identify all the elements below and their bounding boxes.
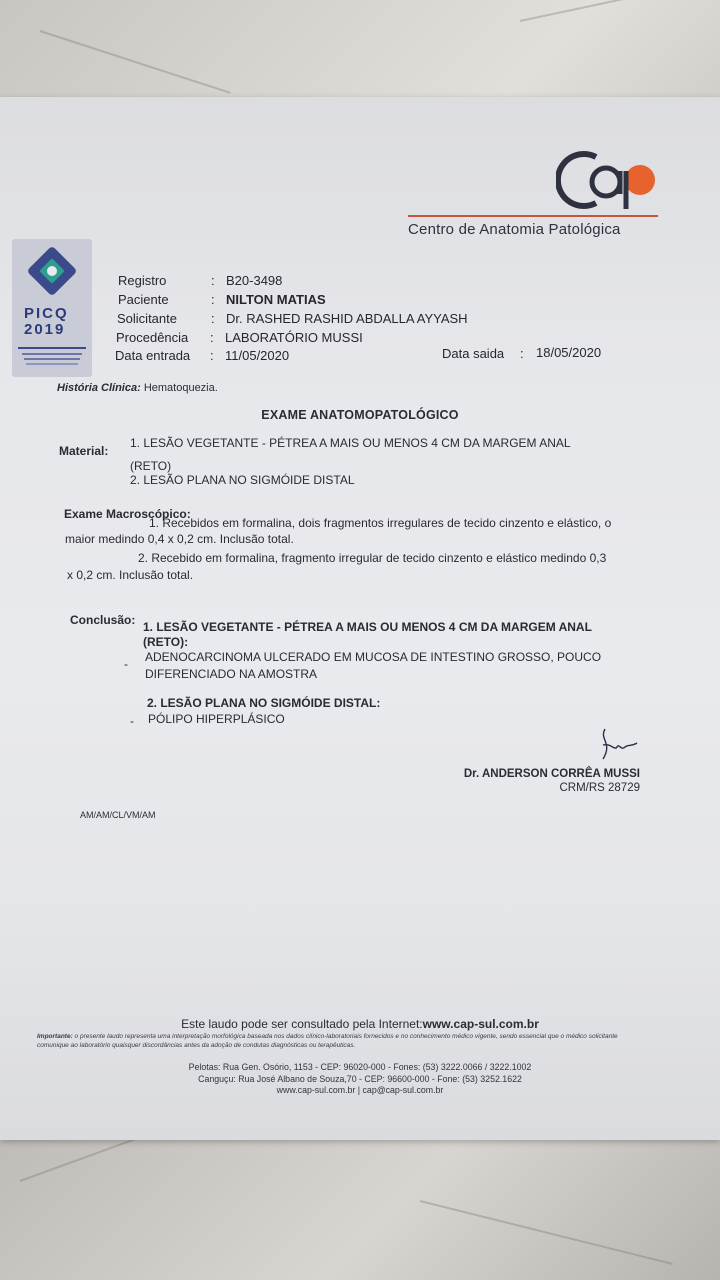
marble-vein xyxy=(520,0,696,22)
dash: - xyxy=(130,714,134,728)
material-label: Material: xyxy=(59,444,109,458)
signature-name: Dr. ANDERSON CORRÊA MUSSI xyxy=(463,768,640,780)
conclusao-heading-1: 1. LESÃO VEGETANTE - PÉTREA A MAIS OU MENOS 4 CM DA MARGEM ANAL xyxy=(143,620,592,634)
saida-value: 18/05/2020 xyxy=(536,345,602,360)
material-item1-cont: (RETO) xyxy=(130,459,172,473)
registro-label: Registro xyxy=(118,273,167,288)
footer-note-label: Importante: xyxy=(37,1033,73,1040)
footer-address-cangucu: Canguçu: Rua José Albano de Souza,70 - CEP: 96600-000 - Fone: (53) 3252.1622 xyxy=(198,1073,522,1084)
logo-rule xyxy=(408,215,658,217)
conclusao-diagnosis-1-cont: DIFERENCIADO NA AMOSTRA xyxy=(145,667,318,681)
saida-label: Data saida xyxy=(442,346,505,361)
entrada-label: Data entrada xyxy=(115,348,191,363)
footer-note xyxy=(37,1032,647,1050)
colon: : xyxy=(210,348,214,363)
paciente-label: Paciente xyxy=(118,292,169,307)
report-paper xyxy=(0,97,720,1140)
footer-consult xyxy=(0,1017,720,1031)
seal-title: PICQ xyxy=(24,305,69,322)
solicitante-value: Dr. RASHED RASHID ABDALLA AYYASH xyxy=(226,311,468,326)
conclusao-label: Conclusão: xyxy=(70,613,136,627)
exam-title: EXAME ANATOMOPATOLÓGICO xyxy=(261,408,459,422)
macro-p1: 1. Recebidos em formalina, dois fragmentos irregulares de tecido cinzento e elástico, o xyxy=(149,516,612,530)
typist-initials: AM/AM/CL/VM/AM xyxy=(80,810,156,820)
solicitante-label: Solicitante xyxy=(117,311,177,326)
macro-p2-cont: x 0,2 cm. Inclusão total. xyxy=(67,568,194,582)
footer-consult-text: Este laudo pode ser consultado pela Internet: xyxy=(181,1017,423,1031)
procedencia-value: LABORATÓRIO MUSSI xyxy=(225,330,363,345)
conclusao-heading-2: 2. LESÃO PLANA NO SIGMÓIDE DISTAL: xyxy=(147,696,381,710)
footer-url[interactable]: www.cap-sul.com.br xyxy=(422,1017,539,1031)
conclusao-heading-1-cont: (RETO): xyxy=(143,635,189,649)
lab-name: Centro de Anatomia Patológica xyxy=(408,221,621,238)
macro-p1-cont: maior medindo 0,4 x 0,2 cm. Inclusão total. xyxy=(65,532,294,546)
colon: : xyxy=(210,330,214,345)
footer-address xyxy=(0,1062,720,1097)
colon: : xyxy=(211,311,215,326)
signature-icon xyxy=(595,725,640,763)
historia-value: Hematoquezia. xyxy=(143,382,218,394)
macro-p2: 2. Recebido em formalina, fragmento irregular de tecido cinzento e elástico medindo 0,3 xyxy=(138,551,607,565)
seal-year: 2019 xyxy=(24,321,66,338)
colon: : xyxy=(211,292,215,307)
historia-label: História Clínica: xyxy=(57,382,141,394)
footer-address-pelotas: Pelotas: Rua Gen. Osório, 1153 - CEP: 96020-000 - Fones: (53) 3222.0066 / 3222.1002 xyxy=(188,1062,532,1072)
paciente-value: NILTON MATIAS xyxy=(226,292,326,307)
colon: : xyxy=(520,346,524,361)
signature-crm: CRM/RS 28729 xyxy=(559,782,640,794)
conclusao-diagnosis-1: ADENOCARCINOMA ULCERADO EM MUCOSA DE INTESTINO GROSSO, POUCO xyxy=(145,650,602,664)
entrada-value: 11/05/2020 xyxy=(225,348,290,363)
footer-note-text: o presente laudo representa uma interpretação morfológica baseada nos dados clínico-laboratoriais fornecidos e no conhecimento médico vigente, sendo essencial que o médico solicitante comunique ao laboratório quaisquer discordâncias antes da adoção de condutas diagnósticas ou terapêuticas. xyxy=(37,1033,618,1049)
conclusao-diagnosis-2: PÓLIPO HIPERPLÁSICO xyxy=(148,712,285,726)
material-item2: 2. LESÃO PLANA NO SIGMÓIDE DISTAL xyxy=(130,473,355,487)
registro-value: B20-3498 xyxy=(226,273,283,288)
cap-logo-icon xyxy=(556,149,660,211)
footer-contact[interactable]: www.cap-sul.com.br | cap@cap-sul.com.br xyxy=(276,1085,444,1095)
material-item1: 1. LESÃO VEGETANTE - PÉTREA A MAIS OU MENOS 4 CM DA MARGEM ANAL xyxy=(130,436,571,450)
procedencia-label: Procedência xyxy=(116,330,189,345)
marble-vein xyxy=(420,1200,673,1265)
dash: - xyxy=(124,657,128,671)
historia-clinica xyxy=(57,382,218,394)
marble-vein xyxy=(40,30,231,94)
colon: : xyxy=(211,273,215,288)
macro-label: Exame Macroscópico: xyxy=(64,507,191,521)
